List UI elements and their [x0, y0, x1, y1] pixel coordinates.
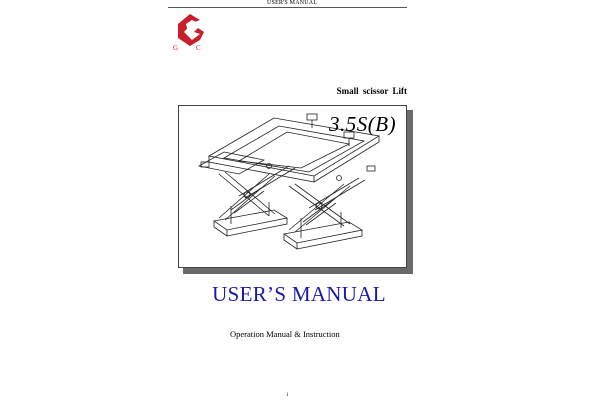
model-label: 3.5S(B)	[329, 112, 397, 136]
manual-title: USER’S MANUAL	[212, 282, 386, 306]
page-number: 1	[286, 393, 289, 398]
lift-illustration-frame	[178, 105, 407, 268]
running-header: USER'S MANUAL	[267, 0, 318, 6]
logo-letter-c: C	[196, 44, 201, 52]
header-rule	[168, 7, 407, 8]
logo-letter-g: G	[173, 44, 179, 52]
company-logo	[170, 10, 210, 52]
product-subtitle: Small scissor Lift	[336, 86, 407, 96]
manual-description: Operation Manual & Instruction	[230, 329, 340, 339]
logo-mark-icon	[178, 14, 204, 46]
